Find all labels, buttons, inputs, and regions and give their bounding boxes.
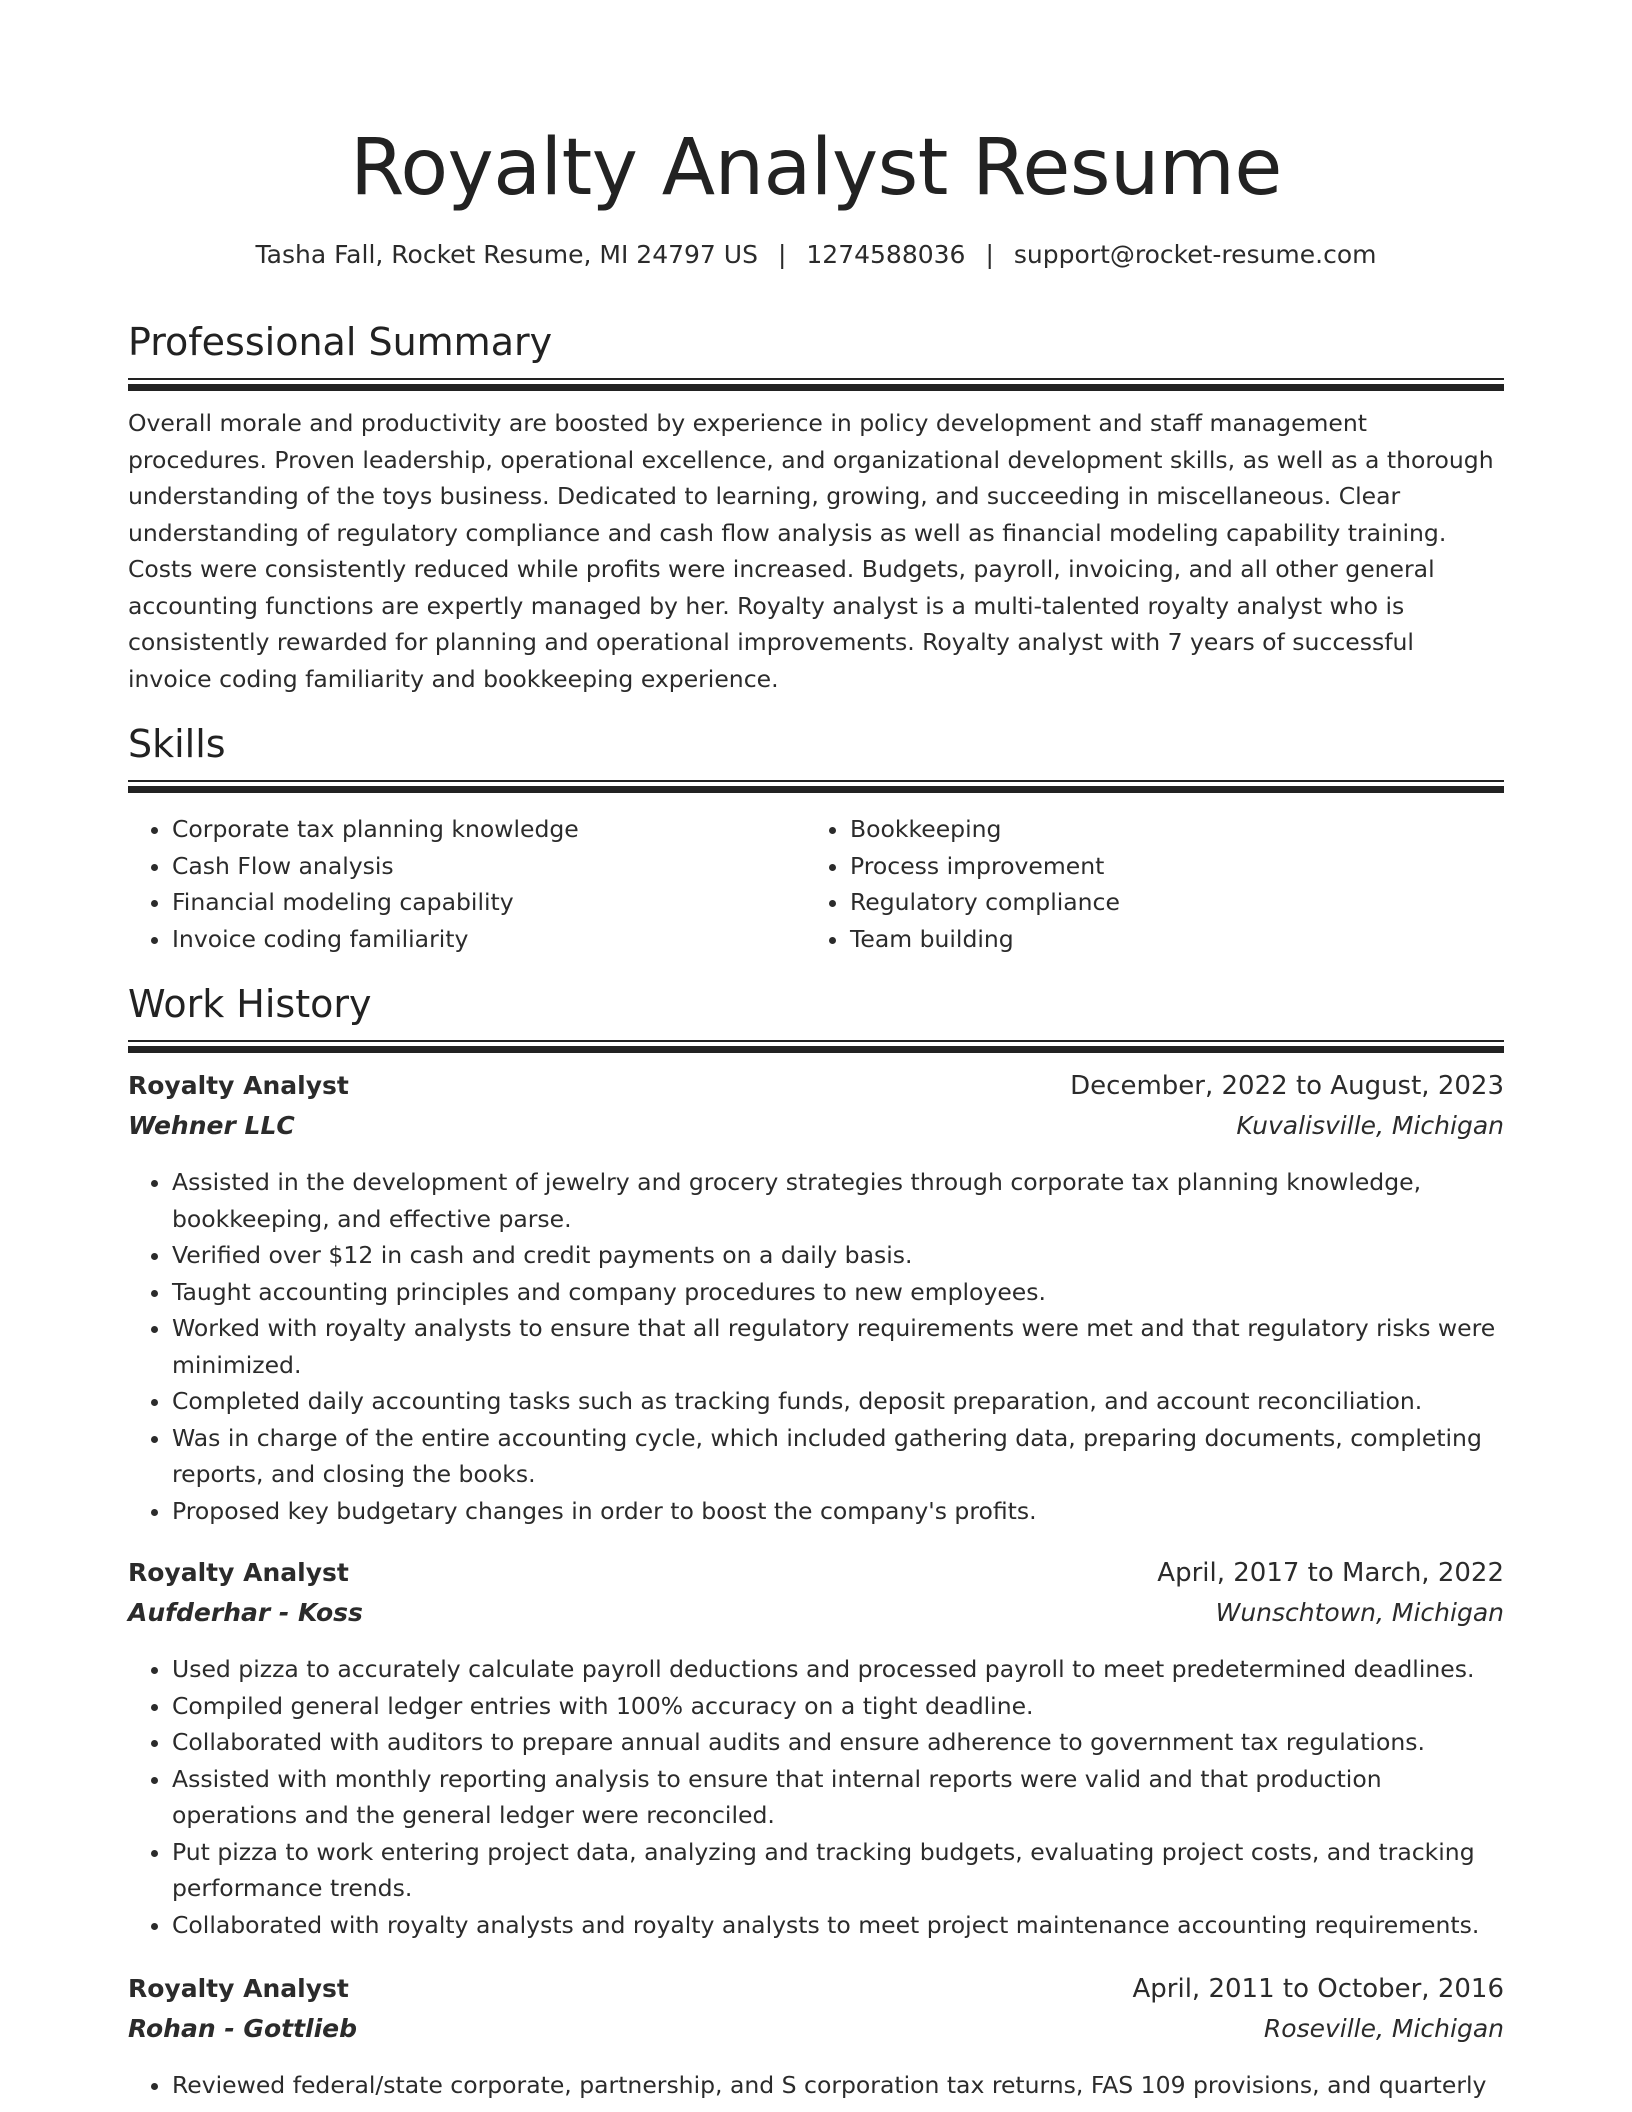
contact-separator: | <box>985 240 994 269</box>
skills-heading: Skills <box>128 722 226 766</box>
job-title: Royalty Analyst <box>128 1974 349 2003</box>
job-location: Wunschtown, Michigan <box>1215 1598 1504 1627</box>
skill-item: • Corporate tax planning knowledge <box>172 811 806 848</box>
section-divider <box>128 378 1504 391</box>
summary-text: Overall morale and productivity are boosted by experience in policy development and staff management procedures. Proven leadership, operational excellence, and organizational development skills, as well as a thorough understanding of the toys business. Dedicated to learning, growing, and succeeding in miscellaneous. Clear understanding of regulatory compliance and cash flow analysis as well as financial modeling capability training. Costs were consistently reduced while profits were increased. Budgets, payroll, invoicing, and all other general accounting functions are expertly managed by her. Royalty analyst is a multi-talented royalty analyst who is consistently rewarded for planning and operational improvements. Royalty analyst with 7 years of successful invoice coding familiarity and bookkeeping experience. <box>128 409 1494 693</box>
job-bullet: • Taught accounting principles and company procedures to new employees. <box>172 1274 1504 1311</box>
skill-item: • Invoice coding familiarity <box>172 921 806 958</box>
contact-address: Tasha Fall, Rocket Resume, MI 24797 US <box>255 240 758 269</box>
job-bullet: • Reviewed federal/state corporate, partnership, and S corporation tax returns, FAS 109 provisions, and quarterly <box>172 2067 1504 2104</box>
contact-separator: | <box>777 240 787 269</box>
job-bullet: • Compiled general ledger entries with 100% accuracy on a tight deadline. <box>172 1688 1504 1725</box>
summary-heading: Professional Summary <box>128 320 553 364</box>
job-subheader <box>128 1598 1504 1638</box>
job-company: Aufderhar - Koss <box>128 1598 363 1627</box>
job-dates: April, 2011 to October, 2016 <box>1132 1974 1504 2004</box>
job-bullet: • Completed daily accounting tasks such as tracking funds, deposit preparation, and account reconciliation. <box>172 1383 1504 1420</box>
job-title: Royalty Analyst <box>128 1558 349 1587</box>
job-header <box>128 1974 1504 2014</box>
job-bullet: • Assisted in the development of jewelry and grocery strategies through corporate tax planning knowledge, bookkeeping, and effective parse. <box>172 1164 1504 1237</box>
job-dates: December, 2022 to August, 2023 <box>1070 1071 1504 1101</box>
job-bullet: • Assisted with monthly reporting analysis to ensure that internal reports were valid and that production operations and the general ledger were reconciled. <box>172 1761 1504 1834</box>
skill-item: • Regulatory compliance <box>850 884 1484 921</box>
job-bullet: • Collaborated with royalty analysts and royalty analysts to meet project maintenance accounting requirements. <box>172 1907 1504 1944</box>
job-bullet: • Proposed key budgetary changes in order to boost the company's profits. <box>172 1493 1504 1530</box>
job-bullet: • Used pizza to accurately calculate payroll deductions and processed payroll to meet predetermined deadlines. <box>172 1651 1504 1688</box>
contact-email: support@rocket-resume.com <box>1013 240 1377 269</box>
job-bullet: • Worked with royalty analysts to ensure that all regulatory requirements were met and that regulatory risks were minimized. <box>172 1310 1504 1383</box>
skill-item: • Financial modeling capability <box>172 884 806 921</box>
skill-item: • Cash Flow analysis <box>172 848 806 885</box>
section-divider <box>128 780 1504 793</box>
skills-list <box>128 811 1504 957</box>
skills-column-right <box>806 811 1484 957</box>
job-header <box>128 1558 1504 1598</box>
job-subheader <box>128 1111 1504 1151</box>
skill-item: • Team building <box>850 921 1484 958</box>
job-bullet: • Collaborated with auditors to prepare annual audits and ensure adherence to government tax regulations. <box>172 1724 1504 1761</box>
page-title: Royalty Analyst Resume <box>350 123 1282 213</box>
job-company: Rohan - Gottlieb <box>128 2014 358 2043</box>
job-title: Royalty Analyst <box>128 1071 349 1100</box>
job-location: Roseville, Michigan <box>1263 2014 1504 2043</box>
job-header <box>128 1071 1504 1111</box>
contact-phone: 1274588036 <box>806 240 966 269</box>
skill-item: • Process improvement <box>850 848 1484 885</box>
job-location: Kuvalisville, Michigan <box>1236 1111 1504 1140</box>
contact-line <box>128 238 1504 272</box>
job-bullet: • Put pizza to work entering project data, analyzing and tracking budgets, evaluating project costs, and tracking performance trends. <box>172 1834 1504 1907</box>
skills-column-left <box>128 811 806 957</box>
job-dates: April, 2017 to March, 2022 <box>1157 1558 1504 1588</box>
section-divider <box>128 1040 1504 1053</box>
work-history-heading: Work History <box>128 982 372 1026</box>
skill-item: • Bookkeeping <box>850 811 1484 848</box>
job-company: Wehner LLC <box>128 1111 295 1140</box>
job-bullets <box>128 1164 1504 1529</box>
job-bullets <box>128 2067 1504 2104</box>
job-bullet: • Verified over $12 in cash and credit payments on a daily basis. <box>172 1237 1504 1274</box>
job-bullets <box>128 1651 1504 1943</box>
job-subheader <box>128 2014 1504 2054</box>
job-bullet: • Was in charge of the entire accounting cycle, which included gathering data, preparing documents, completing reports, and closing the books. <box>172 1420 1504 1493</box>
